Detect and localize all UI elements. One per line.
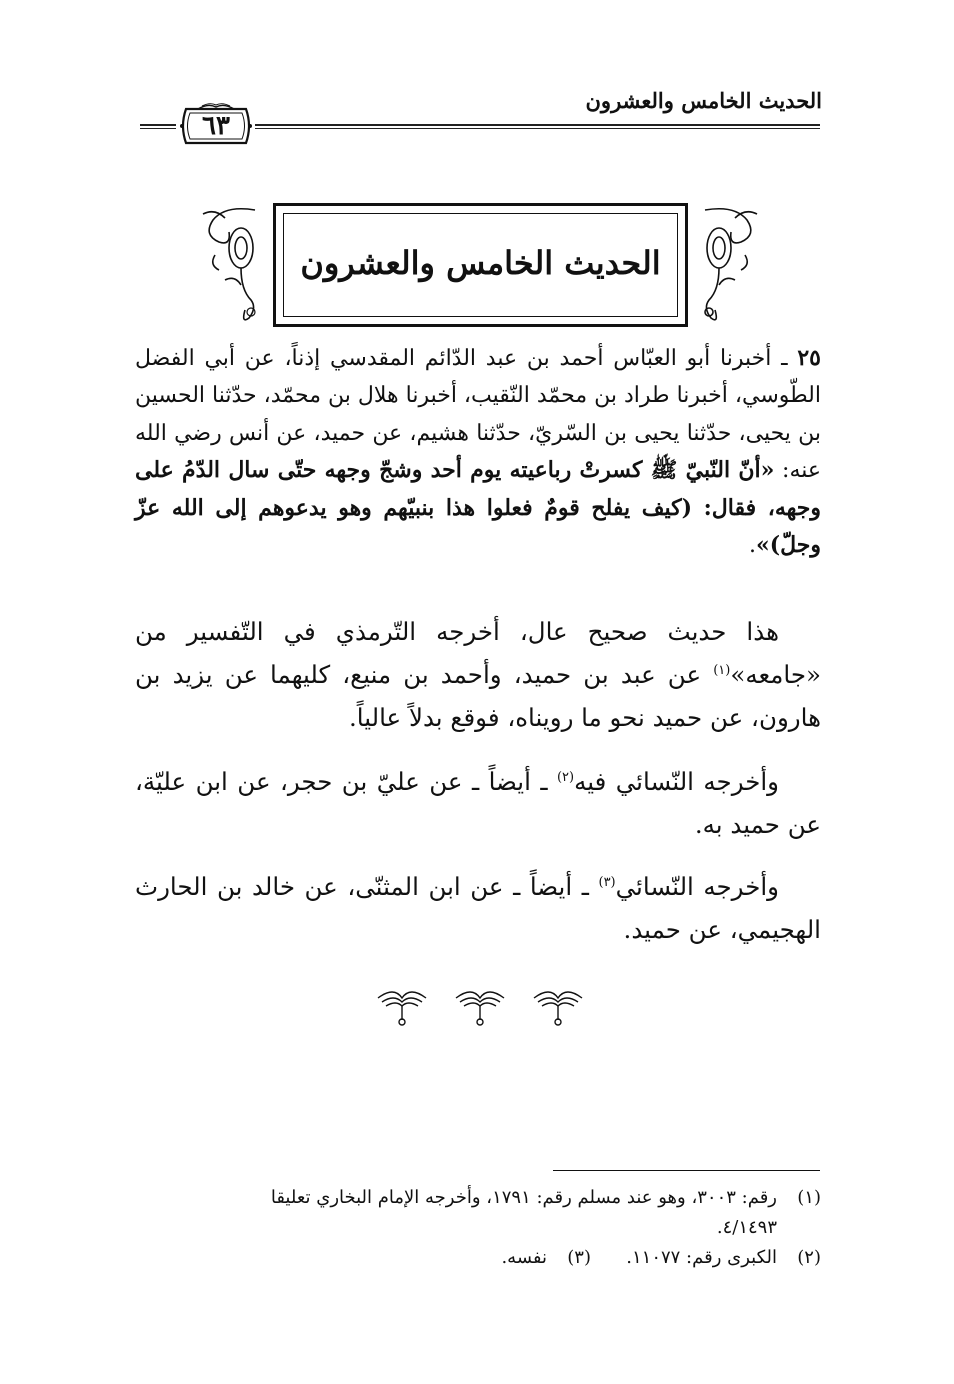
paragraph-1-text-b: عن عبد بن حميد، وأحمد بن منيع، كليهما عن يزيد بن هارون، عن حميد نحو ما رويناه، فوقع بدلاً عالياً.	[135, 660, 821, 732]
footnote-2-text: الكبرى رقم: ١١٠٧٧.	[626, 1247, 777, 1268]
header-rule	[255, 124, 820, 129]
hadith-isnad-paragraph	[135, 340, 821, 564]
commentary-paragraph-2	[135, 760, 821, 846]
commentary-paragraph-3	[135, 865, 821, 951]
footnote-ref-3[interactable]: (٣)	[598, 874, 616, 890]
footnotes	[135, 1183, 821, 1273]
isnad-tail: .	[748, 533, 756, 559]
section-end-ornament-icon	[370, 982, 590, 1026]
footnote-separator	[553, 1170, 820, 1171]
paragraph-3-text-a: وأخرجه النّسائي	[615, 872, 779, 901]
isnad-chain-text: ـ أخبرنا أبو العبّاس أحمد بن عبد الدّائم المقدسي إذناً، عن أبي الفضل الطّوسي، أخبرنا طراد بن محمّد النّقيب، أخبرنا هلال بن محمّد، حدّثنا الحسين بن يحيى، حدّثنا يحيى بن السّريّ، حدّثنا هشيم، عن حميد، عن أنس رضي الله عنه:	[135, 346, 822, 484]
chapter-title: الحديث الخامس والعشرون	[300, 244, 661, 282]
page-number: ٦٣	[202, 111, 230, 141]
running-header-title: الحديث الخامس والعشرون	[585, 88, 822, 113]
commentary-paragraph-1	[135, 610, 821, 739]
paragraph-2-text-b: ـ أيضاً ـ عن عليّ بن حجر، عن ابن عليّة، عن حميد به.	[135, 767, 821, 839]
footnote-ref-2[interactable]: (٢)	[556, 769, 575, 785]
header-rule-left	[140, 124, 176, 129]
footnotes-row	[135, 1243, 821, 1273]
footnote-3-number: (٣)	[567, 1247, 591, 1268]
footnote-2	[591, 1243, 821, 1273]
footnote-3-text: نفسه.	[501, 1247, 547, 1268]
footnote-3	[361, 1243, 591, 1273]
footnote-1	[135, 1183, 821, 1213]
hadith-matn: «أنّ النّبيّ ﷺ كسرتْ رباعيته يوم أحد وشجّ وجهه حتّى سال الدّمُ على وجهه، فقال: (كيف يفلح قومٌ فعلوا هذا بنبيّهم وهو يدعوهم إلى الله عزّ وجلّ)»	[135, 457, 821, 559]
footnote-ref-1[interactable]: (١)	[713, 662, 731, 678]
paragraph-3-text-b: ـ أيضاً ـ عن ابن المثنّى، عن خالد بن الحارث الهجيمي، عن حميد.	[135, 872, 821, 944]
footnote-1-number: (١)	[797, 1187, 821, 1208]
footnote-1-continuation: ٤/١٤٩٣.	[716, 1217, 777, 1238]
footnote-2-number: (٢)	[797, 1247, 821, 1268]
paragraph-1-text-a: هذا حديث صحيح عال، أخرجه التّرمذي في التّفسير من «جامعه»	[135, 617, 821, 689]
hadith-number: ٢٥	[797, 345, 821, 371]
left-floral-ornament-icon	[195, 200, 267, 330]
paragraph-2-text-a: وأخرجه النّسائي فيه	[574, 767, 779, 796]
footnote-1-text: رقم: ٣٠٠٣، وهو عند مسلم رقم: ١٧٩١، وأخرجه الإمام البخاري تعليقا	[270, 1187, 777, 1208]
right-floral-ornament-icon	[693, 200, 765, 330]
